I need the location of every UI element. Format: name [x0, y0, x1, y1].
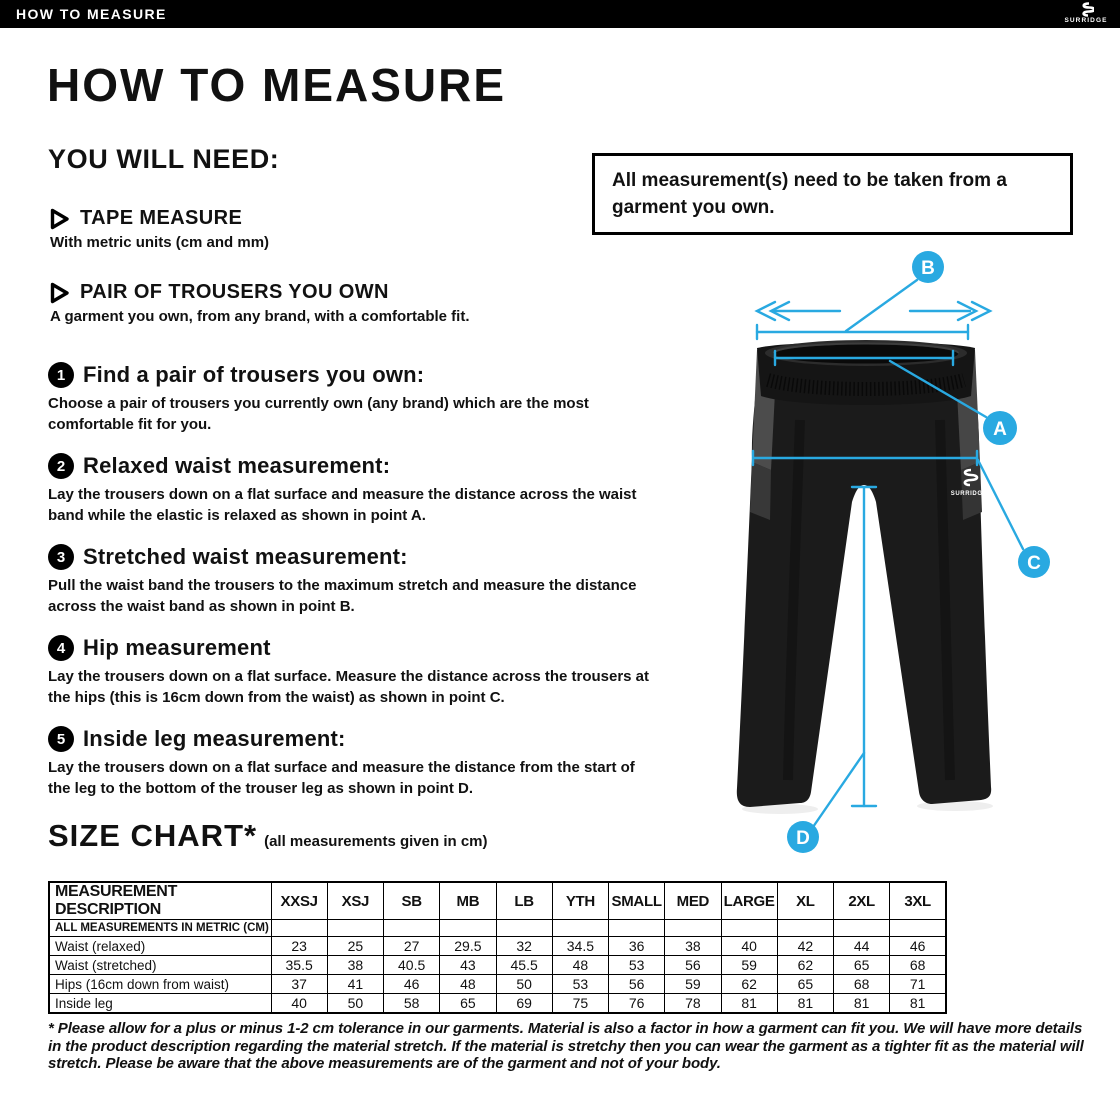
size-chart-title: SIZE CHART*: [48, 818, 258, 853]
svg-text:D: D: [796, 828, 810, 849]
step-description: Lay the trousers down on a flat surface and measure the distance across the waist band while the elastic is relaxed as shown in point A.: [48, 486, 637, 524]
surridge-logo: [1062, 2, 1110, 25]
step-title: Hip measurement: [83, 635, 271, 660]
value-cell: 35.5: [271, 956, 327, 975]
value-cell: 42: [777, 937, 833, 956]
column-header: SMALL: [609, 882, 665, 920]
step-description: Lay the trousers down on a flat surface and measure the distance from the start of the leg to the bottom of the trouser leg as shown in point D.: [48, 759, 635, 797]
column-header: XSJ: [327, 882, 383, 920]
step-number-badge: 2: [48, 453, 74, 479]
value-cell: 25: [327, 937, 383, 956]
value-cell: 56: [609, 975, 665, 994]
column-header: XXSJ: [271, 882, 327, 920]
value-cell: 81: [721, 994, 777, 1014]
step-description: Lay the trousers down on a flat surface. Measure the distance across the trousers at the hips (this is 16cm down from the waist) as shown in point C.: [48, 668, 650, 706]
measure-step: [48, 635, 656, 708]
size-chart-table: [48, 881, 947, 1014]
step-description: Pull the waist band the trousers to the maximum stretch and measure the distance across the waist band as shown in point B.: [48, 577, 637, 615]
value-cell: 44: [834, 937, 890, 956]
value-cell: 40: [721, 937, 777, 956]
notice-box: [592, 153, 1073, 235]
value-cell: 40: [271, 994, 327, 1014]
value-cell: 68: [834, 975, 890, 994]
step-number-badge: 4: [48, 635, 74, 661]
need-item-description: With metric units (cm and mm): [50, 234, 270, 251]
surridge-logo-text: SURRIDGE: [1064, 17, 1108, 24]
step-title: Relaxed waist measurement:: [83, 453, 391, 478]
point-marker-b: [912, 251, 944, 283]
empty-cell: [721, 920, 777, 937]
empty-cell: [777, 920, 833, 937]
surridge-s-icon: [1078, 2, 1094, 17]
value-cell: 50: [327, 994, 383, 1014]
table-row: [49, 994, 946, 1014]
page-title: HOW TO MEASURE: [47, 59, 507, 111]
empty-cell: [890, 920, 946, 937]
triangle-bullet-icon: [48, 282, 70, 304]
column-header: 2XL: [834, 882, 890, 920]
value-cell: 48: [552, 956, 608, 975]
value-cell: 34.5: [552, 937, 608, 956]
value-cell: 27: [384, 937, 440, 956]
tolerance-footnote: * Please allow for a plus or minus 1-2 cm tolerance in our garments. Material is also a factor in how a garment can fit you. We will have more details in the product description regarding the material stretch. If the material is stretchy then you can wear the garment as a tighter fit as the material will stretch. Please be aware that the above measurements are of the garment and not of your body.: [48, 1020, 1084, 1072]
row-label: Waist (relaxed): [49, 937, 271, 956]
step-title: Stretched waist measurement:: [83, 544, 408, 569]
step-number-badge: 5: [48, 726, 74, 752]
value-cell: 69: [496, 994, 552, 1014]
measure-step: [48, 726, 656, 799]
column-header: MB: [440, 882, 496, 920]
value-cell: 65: [834, 956, 890, 975]
row-label: Waist (stretched): [49, 956, 271, 975]
column-header: 3XL: [890, 882, 946, 920]
table-header-row: [49, 882, 946, 920]
value-cell: 50: [496, 975, 552, 994]
value-cell: 59: [665, 975, 721, 994]
value-cell: 41: [327, 975, 383, 994]
measure-step: [48, 362, 656, 435]
you-will-need-title: YOU WILL NEED:: [48, 144, 280, 174]
value-cell: 53: [552, 975, 608, 994]
value-cell: 46: [890, 937, 946, 956]
metric-note-row: [49, 920, 946, 937]
step-title: Inside leg measurement:: [83, 726, 346, 751]
svg-text:C: C: [1027, 553, 1041, 574]
row-label: Hips (16cm down from waist): [49, 975, 271, 994]
you-will-need-list: [48, 207, 648, 325]
measure-step: [48, 544, 656, 617]
value-cell: 76: [609, 994, 665, 1014]
value-cell: 32: [496, 937, 552, 956]
value-cell: 38: [665, 937, 721, 956]
step-number-badge: 1: [48, 362, 74, 388]
need-item: [48, 281, 648, 325]
table-row: [49, 975, 946, 994]
point-marker-c: [1018, 546, 1050, 578]
value-cell: 59: [721, 956, 777, 975]
empty-cell: [834, 920, 890, 937]
value-cell: 81: [834, 994, 890, 1014]
value-cell: 38: [327, 956, 383, 975]
notice-text: All measurement(s) need to be taken from a garment you own.: [612, 170, 1007, 218]
trousers-measurement-diagram: [728, 243, 1060, 858]
value-cell: 48: [440, 975, 496, 994]
empty-cell: [609, 920, 665, 937]
value-cell: 62: [721, 975, 777, 994]
metric-note-cell: ALL MEASUREMENTS IN METRIC (CM): [49, 920, 271, 937]
empty-cell: [384, 920, 440, 937]
value-cell: 56: [665, 956, 721, 975]
empty-cell: [665, 920, 721, 937]
value-cell: 46: [384, 975, 440, 994]
value-cell: 71: [890, 975, 946, 994]
value-cell: 37: [271, 975, 327, 994]
table-row: [49, 937, 946, 956]
value-cell: 65: [440, 994, 496, 1014]
table-row: [49, 956, 946, 975]
point-marker-a: [983, 411, 1017, 445]
point-marker-d: [787, 821, 819, 853]
row-label: Inside leg: [49, 994, 271, 1014]
you-will-need-section: [48, 144, 648, 355]
garment-brand-text: SURRIDGE: [950, 491, 988, 497]
empty-cell: [496, 920, 552, 937]
step-number-badge: 3: [48, 544, 74, 570]
size-chart-heading: [48, 818, 488, 854]
need-item-description: A garment you own, from any brand, with a comfortable fit.: [50, 308, 470, 325]
empty-cell: [327, 920, 383, 937]
column-header: SB: [384, 882, 440, 920]
value-cell: 75: [552, 994, 608, 1014]
value-cell: 58: [384, 994, 440, 1014]
step-description: Choose a pair of trousers you currently own (any brand) which are the most comfortable fit for you.: [48, 395, 589, 433]
size-chart-subtitle: (all measurements given in cm): [264, 833, 488, 850]
value-cell: 81: [777, 994, 833, 1014]
steps-section: [48, 362, 656, 817]
need-item-label: PAIR OF TROUSERS YOU OWN: [80, 281, 389, 303]
value-cell: 78: [665, 994, 721, 1014]
top-bar-title: HOW TO MEASURE: [16, 6, 167, 22]
need-item: [48, 207, 648, 251]
column-header: MEASUREMENT DESCRIPTION: [49, 882, 271, 920]
empty-cell: [440, 920, 496, 937]
size-chart-body: [49, 882, 946, 1013]
svg-text:B: B: [921, 258, 935, 279]
empty-cell: [552, 920, 608, 937]
value-cell: 23: [271, 937, 327, 956]
empty-cell: [271, 920, 327, 937]
value-cell: 81: [890, 994, 946, 1014]
value-cell: 45.5: [496, 956, 552, 975]
step-title: Find a pair of trousers you own:: [83, 362, 425, 387]
value-cell: 36: [609, 937, 665, 956]
column-header: XL: [777, 882, 833, 920]
value-cell: 68: [890, 956, 946, 975]
value-cell: 62: [777, 956, 833, 975]
measure-step: [48, 453, 656, 526]
column-header: LB: [496, 882, 552, 920]
svg-text:A: A: [993, 419, 1007, 440]
column-header: YTH: [552, 882, 608, 920]
column-header: MED: [665, 882, 721, 920]
value-cell: 43: [440, 956, 496, 975]
column-header: LARGE: [721, 882, 777, 920]
need-item-label: TAPE MEASURE: [80, 207, 243, 229]
value-cell: 40.5: [384, 956, 440, 975]
top-bar: [0, 0, 1120, 28]
value-cell: 29.5: [440, 937, 496, 956]
value-cell: 53: [609, 956, 665, 975]
value-cell: 65: [777, 975, 833, 994]
triangle-bullet-icon: [48, 208, 70, 230]
